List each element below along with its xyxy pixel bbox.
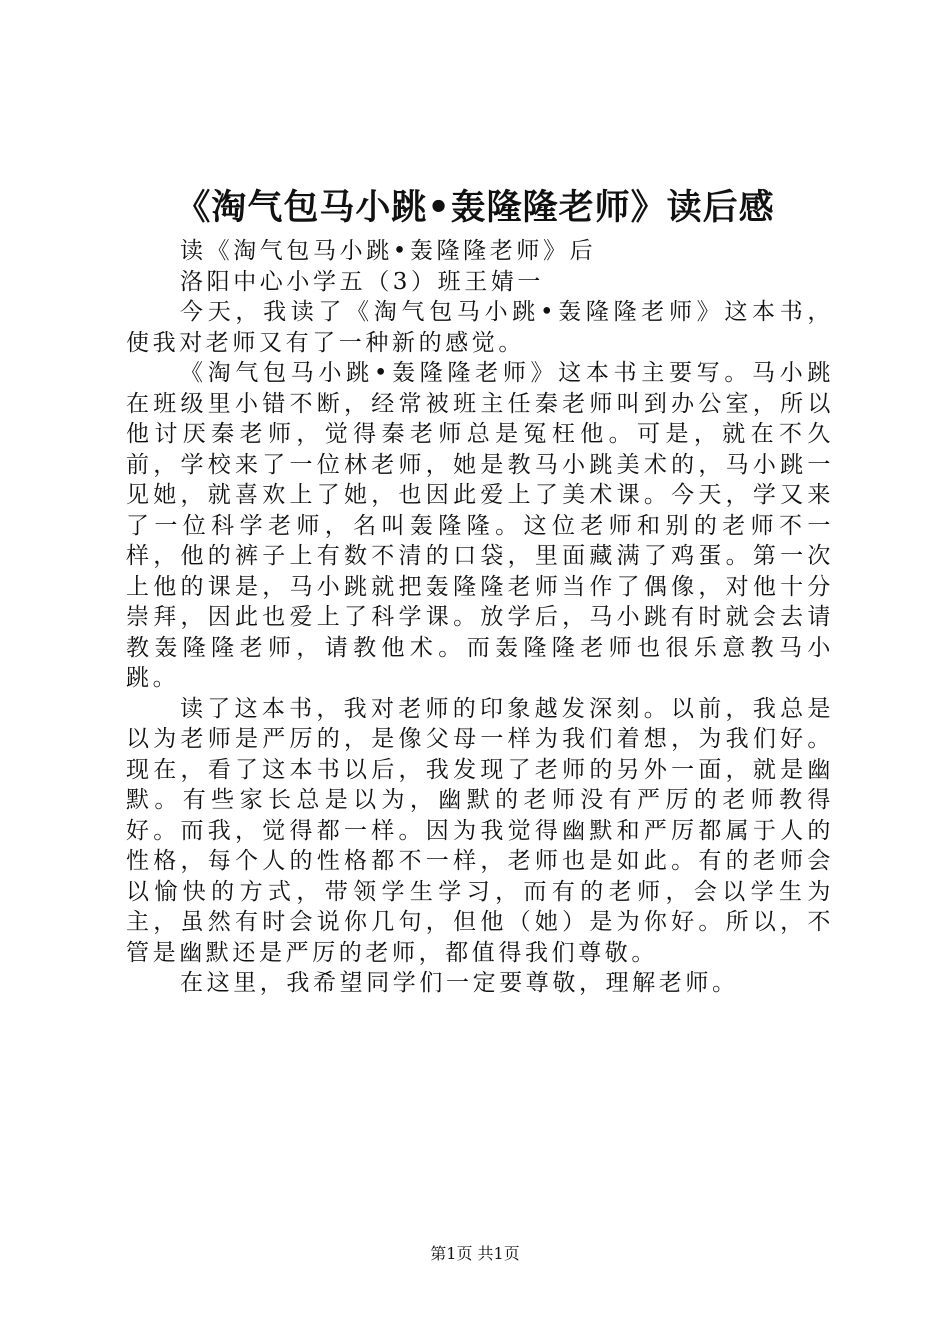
paragraph-reflection: 读了这本书，我对老师的印象越发深刻。以前，我总是以为老师是严厉的，是像父母一样为我们着想，为我们好。现在，看了这本书以后，我发现了老师的另外一面，就是幽默。有些家长总是以为，幽默的老师没有严厉的老师教得好。而我，觉得都一样。因为我觉得幽默和严厉都属于人的性格，每个人的性格都不一样，老师也是如此。有的老师会以愉快的方式，带领学生学习，而有的老师，会以学生为主，虽然有时会说你几句，但他（她）是为你好。所以，不管是幽默还是严厉的老师，都值得我们尊敬。 bbox=[126, 695, 834, 966]
document-body bbox=[126, 236, 834, 999]
paragraph-summary: 《淘气包马小跳•轰隆隆老师》这本书主要写。马小跳在班级里小错不断，经常被班主任秦老师叫到办公室，所以他讨厌秦老师，觉得秦老师总是冤枉他。可是，就在不久前，学校来了一位林老师，她是教马小跳美术的，马小跳一见她，就喜欢上了她，也因此爱上了美术课。今天，学又来了一位科学老师，名叫轰隆隆。这位老师和别的老师不一样，他的裤子上有数不清的口袋，里面藏满了鸡蛋。第一次上他的课是，马小跳就把轰隆隆老师当作了偶像，对他十分崇拜，因此也爱上了科学课。放学后，马小跳有时就会去请教轰隆隆老师，请教他术。而轰隆隆老师也很乐意教马小跳。 bbox=[126, 360, 834, 691]
subtitle-line: 读《淘气包马小跳•轰隆隆老师》后 bbox=[180, 238, 597, 264]
page-footer: 第1页 共1页 bbox=[430, 1244, 520, 1263]
paragraph-intro: 今天，我读了《淘气包马小跳•轰隆隆老师》这本书，使我对老师又有了一种新的感觉。 bbox=[126, 299, 834, 356]
document-title: 《淘气包马小跳•轰隆隆老师》读后感 bbox=[175, 187, 775, 228]
author-line: 洛阳中心小学五（3）班王婧一 bbox=[180, 268, 545, 295]
paragraph-conclusion: 在这里，我希望同学们一定要尊敬，理解老师。 bbox=[180, 970, 739, 996]
